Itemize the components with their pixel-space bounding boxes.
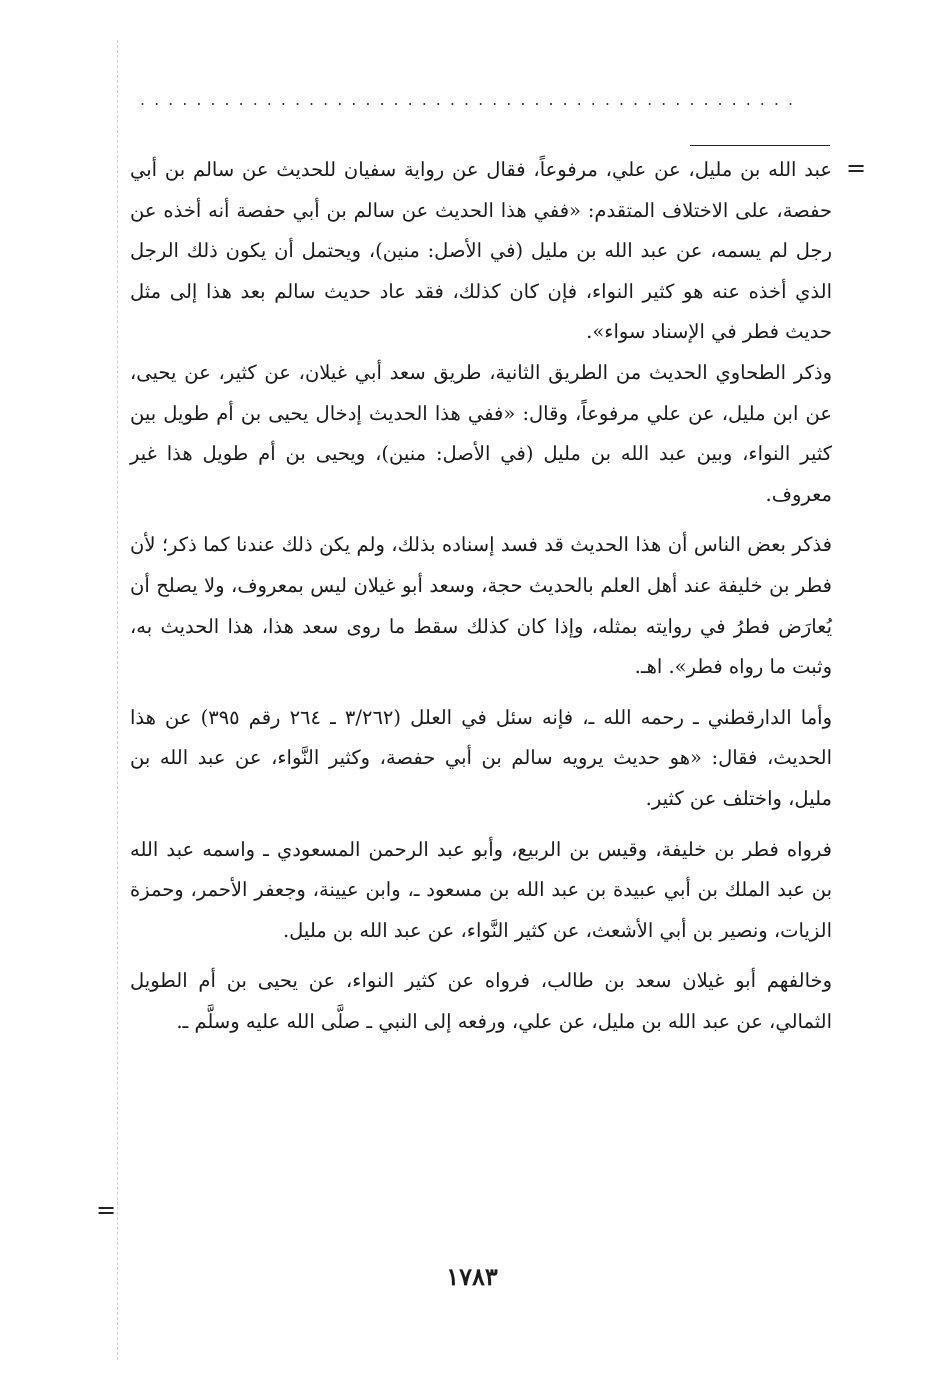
continuation-mark-top: =: [846, 154, 867, 182]
footnote-rule: [690, 145, 830, 146]
paragraph-1: عبد الله بن مليل، عن علي، مرفوعاً، فقال عن رواية سفيان للحديث عن سالم بن أبي حفصة، على الاختلاف المتقدم: «ففي هذا الحديث عن سالم بن أبي حفصة أنه أخذه عن رجل لم يسمه، عن عبد الله بن مليل (في الأصل: منين)، ويحتمل أن يكون ذلك الرجل الذي أخذه عنه هو كثير النواء، فإن كان كذلك، فقد عاد حديث سالم بعد هذا إلى مثل حديث فطر في الإسناد سواء».: [130, 158, 832, 344]
paragraph-4: وأما الدارقطني ـ رحمه الله ـ، فإنه سئل في العلل (٣/٢٦٢ ـ ٢٦٤ رقم ٣٩٥) عن هذا الحديث، فقال: «هو حديث يرويه سالم بن أبي حفصة، وكثير النَّواء، عن عبد الله بن مليل، واختلف عن كثير.: [130, 705, 832, 810]
paragraph-3: فذكر بعض الناس أن هذا الحديث قد فسد إسناده بذلك، ولم يكن ذلك عندنا كما ذكر؛ لأن فطر بن خليفة عند أهل العلم بالحديث حجة، وسعد أبو غيلان ليس بمعروف، ولا يصلح أن يُعارَض فطرُ في روايته بمثله، وإذا كان كذلك سقط ما روى سعد هذا، هذا الحديث به، وثبت ما رواه فطر». اهـ.: [130, 533, 832, 679]
footnote-separator-dots: ...............................................: [140, 90, 803, 109]
page-number: ١٧٨٣: [446, 1262, 498, 1291]
paragraph-5: فرواه فطر بن خليفة، وقيس بن الربيع، وأبو عبد الرحمن المسعودي ـ واسمه عبد الله بن عبد الملك بن أبي عبيدة بن عبد الله بن مسعود ـ، وابن عيينة، وجعفر الأحمر، وحمزة الزيات، ونصير بن أبي الأشعث، عن كثير النَّواء، عن عبد الله بن مليل.: [130, 837, 832, 942]
footnote-body: [130, 150, 832, 1042]
paragraph-6: وخالفهم أبو غيلان سعد بن طالب، فرواه عن كثير النواء، عن يحيى بن أم الطويل الثمالي، عن عبد الله بن مليل، عن علي، ورفعه إلى النبي ـ صلَّى الله عليه وسلَّم ـ.: [130, 969, 832, 1033]
margin-guide-line: [117, 40, 118, 1360]
continuation-mark-bottom: =: [96, 1196, 117, 1224]
paragraph-2: وذكر الطحاوي الحديث من الطريق الثانية، طريق سعد أبي غيلان، عن كثير، عن يحيى، عن ابن مليل، عن علي مرفوعاً، وقال: «ففي هذا الحديث إدخال يحيى بن أم طويل بين كثير النواء، وبين عبد الله بن مليل (في الأصل: منين)، ويحيى بن أم طويل هذا غير معروف.: [130, 360, 832, 506]
